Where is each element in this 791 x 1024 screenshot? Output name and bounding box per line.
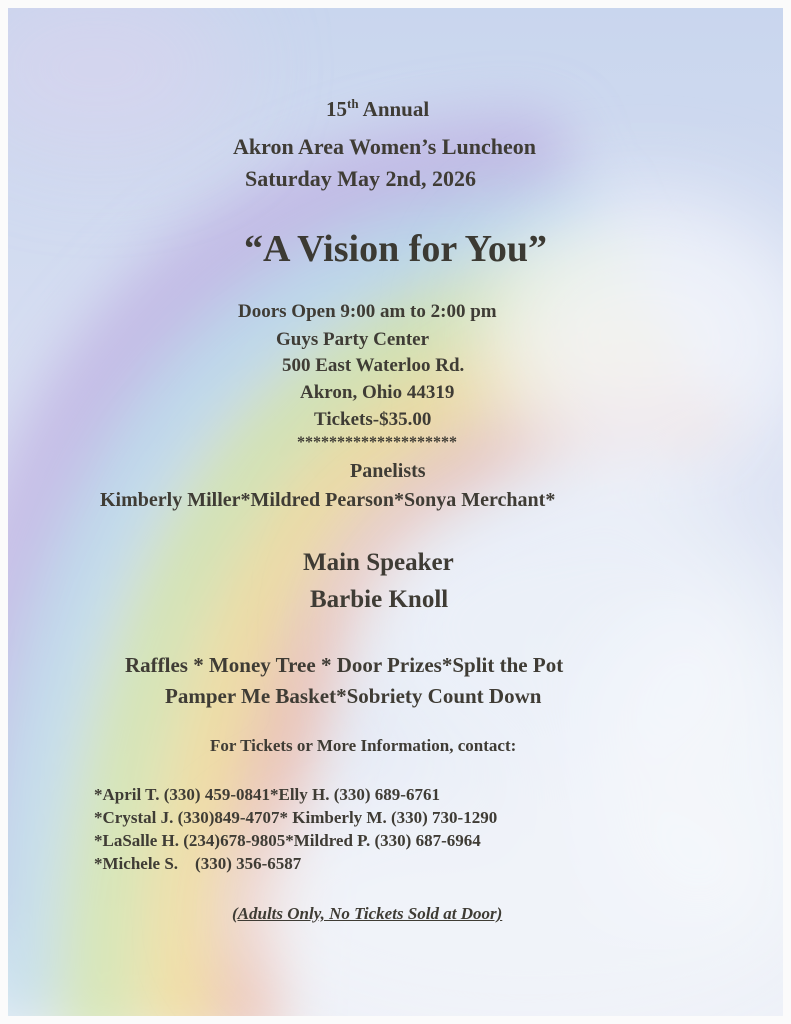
event-name: Akron Area Women’s Luncheon: [233, 134, 536, 159]
event-theme: “A Vision for You”: [243, 228, 548, 270]
panelists-heading: Panelists: [350, 460, 426, 482]
contact-heading: For Tickets or More Information, contact:: [210, 736, 517, 755]
adults-only-note: (Adults Only, No Tickets Sold at Door): [232, 904, 503, 923]
annual-word: Annual: [358, 97, 430, 121]
panelists-names: Kimberly Miller*Mildred Pearson*Sonya Merchant*: [100, 489, 556, 511]
event-date: Saturday May 2nd, 2026: [245, 166, 477, 191]
main-speaker-heading: Main Speaker: [303, 549, 454, 576]
ticket-price: Tickets-$35.00: [314, 409, 432, 430]
contact-line: *LaSalle H. (234)678-9805*Mildred P. (330) 687-6964: [94, 831, 481, 850]
main-speaker-name: Barbie Knoll: [310, 586, 449, 613]
doors-time: Doors Open 9:00 am to 2:00 pm: [238, 301, 497, 322]
contact-list: [94, 783, 497, 875]
venue-city: Akron, Ohio 44319: [300, 382, 455, 403]
contact-line: *Michele S. (330) 356-6587: [94, 854, 302, 873]
venue-address: 500 East Waterloo Rd.: [282, 355, 465, 376]
contact-line: *April T. (330) 459-0841*Elly H. (330) 689-6761: [94, 785, 440, 804]
venue-name: Guys Party Center: [276, 329, 430, 350]
activities-line-2: Pamper Me Basket*Sobriety Count Down: [165, 684, 542, 708]
activities-line-1: Raffles * Money Tree * Door Prizes*Split the Pot: [125, 653, 564, 677]
contact-line: *Crystal J. (330)849-4707* Kimberly M. (330) 730-1290: [94, 808, 498, 827]
annual-suffix: th: [347, 96, 359, 111]
annual-edition: [326, 96, 783, 122]
annual-number: 15: [326, 97, 347, 121]
flyer-page: [8, 8, 783, 1016]
star-divider: ********************: [297, 434, 457, 451]
